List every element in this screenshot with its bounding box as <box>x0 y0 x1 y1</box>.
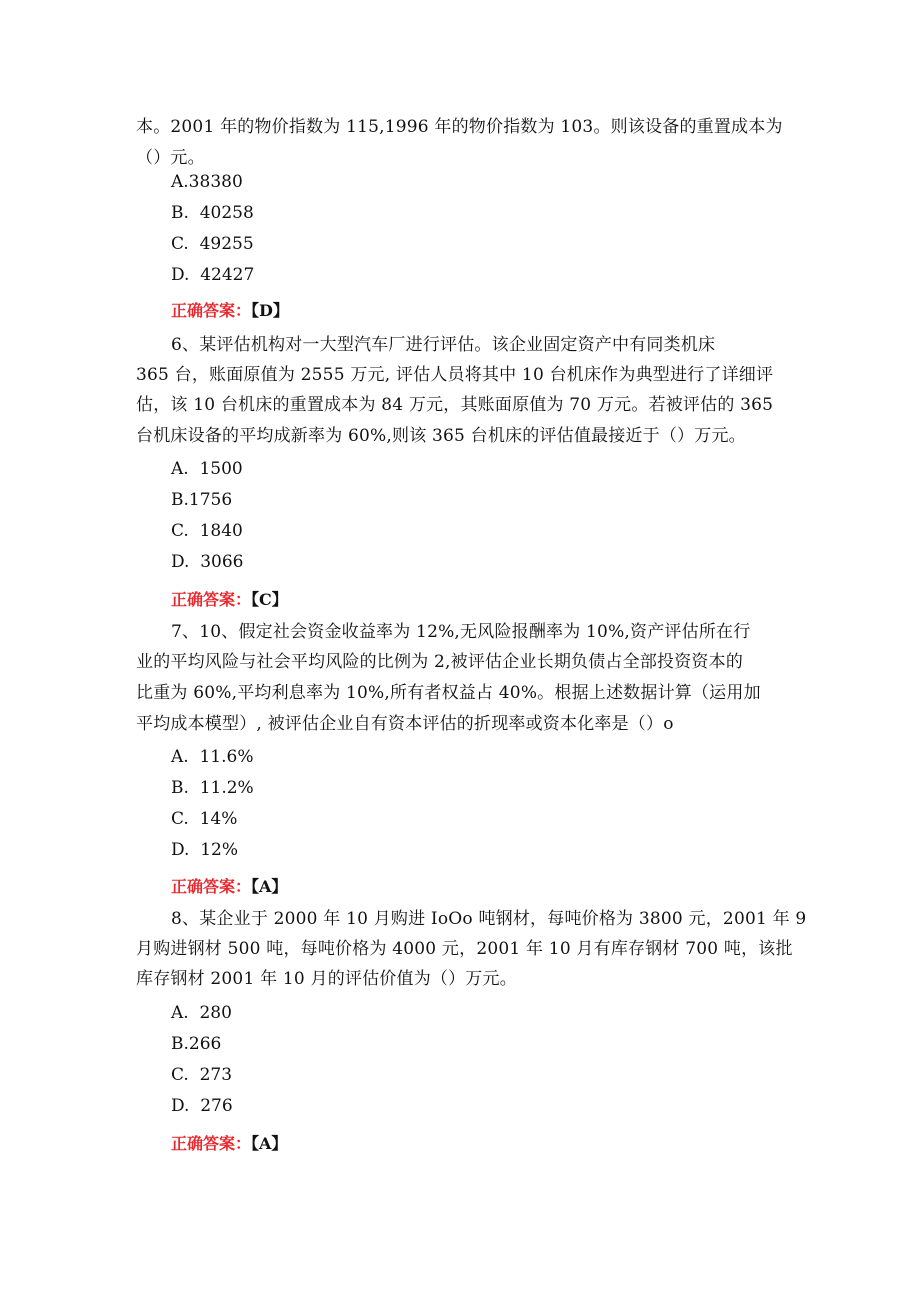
q7-stem-line-3: 比重为 60%,平均利息率为 10%,所有者权益占 40%。根据上述数据计算（运用加 <box>136 683 761 703</box>
q7-option-d: D. 12% <box>171 840 239 860</box>
q5-option-c: C. 49255 <box>171 234 254 254</box>
q5-answer-value: 【D】 <box>251 301 289 320</box>
q6-option-b: B.1756 <box>171 490 233 510</box>
q7-answer <box>171 876 287 898</box>
q8-answer-value: 【A】 <box>251 1134 288 1153</box>
q6-answer-value: 【C】 <box>251 590 288 609</box>
q7-stem-line-2: 业的平均风险与社会平均风险的比例为 2,被评估企业长期负债占全部投资资本的 <box>136 652 744 672</box>
q8-option-b: B.266 <box>171 1034 222 1054</box>
q7-option-c: C. 14% <box>171 809 238 829</box>
q6-option-a: A. 1500 <box>171 459 243 479</box>
q8-answer-label: 正确答案： <box>171 1134 252 1153</box>
q5-answer-label: 正确答案： <box>171 301 252 320</box>
q5-option-d: D. 42427 <box>171 265 255 285</box>
q6-option-d: D. 3066 <box>171 552 244 572</box>
q8-option-a: A. 280 <box>171 1003 232 1023</box>
q8-answer <box>171 1133 287 1155</box>
q6-stem-line-4: 台机床设备的平均成新率为 60%,则该 365 台机床的评估值最接近于（）万元。 <box>136 426 746 446</box>
q5-option-a: A.38380 <box>171 172 243 192</box>
q6-stem-line-2: 365 台，账面原值为 2555 万元, 评估人员将其中 10 台机床作为典型进行了详细评 <box>136 365 774 385</box>
q8-option-d: D. 276 <box>171 1096 233 1116</box>
q6-stem-line-1: 6、某评估机构对一大型汽车厂进行评估。该企业固定资产中有同类机床 <box>171 335 716 355</box>
q7-option-a: A. 11.6% <box>171 747 254 767</box>
q7-answer-label: 正确答案： <box>171 877 252 896</box>
q5-stem-line-2: （）元。 <box>136 148 205 168</box>
q6-answer <box>171 589 288 611</box>
q6-stem-line-3: 估，该 10 台机床的重置成本为 84 万元，其账面原值为 70 万元。若被评估的 365 <box>136 395 774 415</box>
q7-stem-line-4: 平均成本模型）, 被评估企业自有资本评估的折现率或资本化率是（）o <box>136 714 674 734</box>
q8-stem-line-3: 库存钢材 2001 年 10 月的评估价值为（）万元。 <box>136 969 517 989</box>
q8-stem-line-1: 8、某企业于 2000 年 10 月购进 IoOo 吨钢材，每吨价格为 3800 元，2001 年 9 <box>171 909 807 929</box>
q6-option-c: C. 1840 <box>171 521 243 541</box>
q5-option-b: B. 40258 <box>171 203 254 223</box>
q7-answer-value: 【A】 <box>251 877 288 896</box>
q8-option-c: C. 273 <box>171 1065 233 1085</box>
q5-stem-line-1: 本。2001 年的物价指数为 115,1996 年的物价指数为 103。则该设备的重置成本为 <box>136 117 783 137</box>
q6-answer-label: 正确答案： <box>171 590 252 609</box>
q5-answer <box>171 300 289 322</box>
q7-stem-line-1: 7、10、假定社会资金收益率为 12%,无风险报酬率为 10%,资产评估所在行 <box>171 622 751 642</box>
q7-option-b: B. 11.2% <box>171 778 254 798</box>
q8-stem-line-2: 月购进钢材 500 吨，每吨价格为 4000 元，2001 年 10 月有库存钢材 700 吨，该批 <box>136 939 793 959</box>
